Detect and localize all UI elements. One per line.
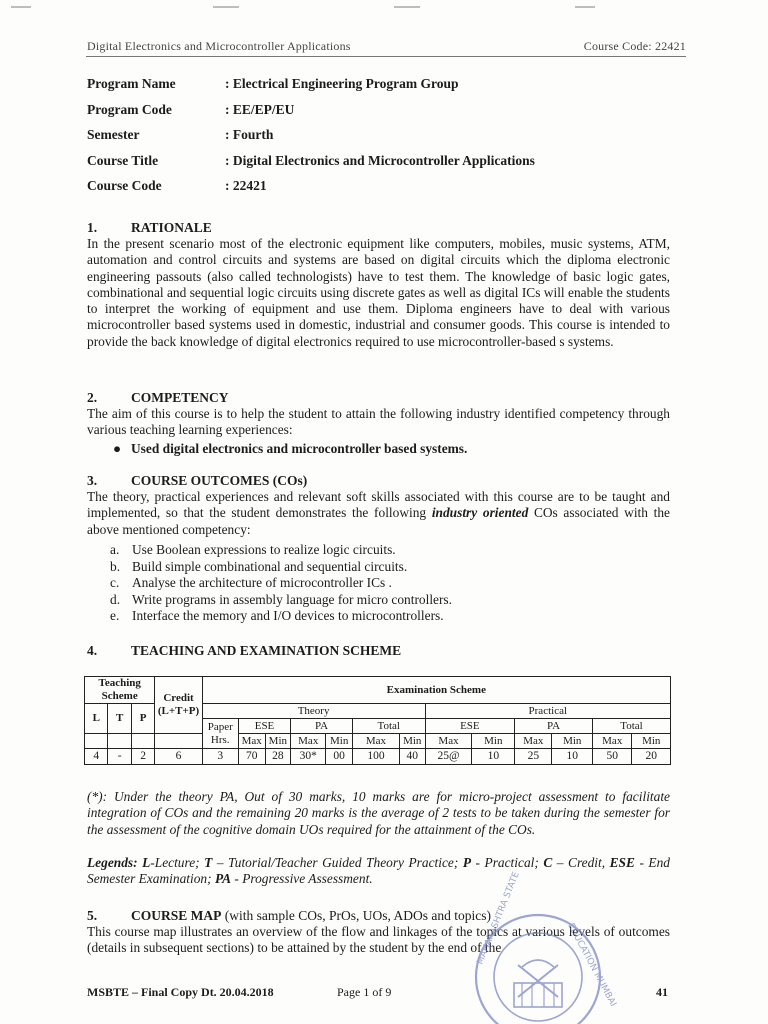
- rationale-paragraph: In the present scenario most of the electronic equipment like computers, mobiles, music systems, ATM, automation and control circuits and systems are based on digital circuits which the diploma electronic engineering passouts (also called technologists) have to test them. The knowledge of basic logic gates, combinational and sequential logic circuits using discrete gates as well as digital ICs will enable the students to interpret the working of equipment and use them. Diploma engineers have to deal with various microcontroller based systems used in domestic, industrial and consumer goods. This course is intended to provide the back knowledge of digital electronics required to use microcontroller-based s systems.: [87, 236, 670, 349]
- table-cell: 40: [399, 749, 425, 765]
- svg-text:MAHARASHTRA STATE: MAHARASHTRA STATE: [475, 870, 522, 967]
- list-item: c. Analyse the architecture of microcontroller ICs .: [110, 575, 392, 590]
- header-course-title: Digital Electronics and Microcontroller Applications: [87, 39, 351, 53]
- table-cell: 100: [353, 749, 400, 765]
- min-header: Min: [326, 734, 353, 749]
- max-header: Max: [593, 734, 632, 749]
- table-cell: 4: [85, 749, 108, 765]
- msbte-seal-icon: [466, 870, 618, 1024]
- scheme-table: [84, 676, 671, 765]
- scan-artifact: [575, 6, 595, 8]
- meta-row-program-name: Program Name : Electrical Engineering Program Group: [87, 76, 459, 91]
- running-header: [87, 39, 686, 54]
- paper-hrs-header: Paper Hrs.: [202, 719, 238, 749]
- competency-paragraph: The aim of this course is to help the student to attain the following industry identified competency through various teaching learning experiences:: [87, 406, 670, 438]
- list-item: b. Build simple combinational and sequential circuits.: [110, 558, 408, 574]
- scan-artifact: [213, 6, 239, 8]
- list-item: d. Write programs in assembly language for micro controllers.: [110, 591, 452, 607]
- table-cell: 25: [515, 749, 552, 765]
- table-cell: 10: [552, 749, 593, 765]
- scan-artifact: [11, 6, 31, 8]
- pa-note: (*): Under the theory PA, Out of 30 marks, 10 marks are for micro-project assessment to facilitate integration of COs and the remaining 20 marks is the average of 2 tests to be taken during the semester for the assessment of the cognitive domain UOs required for the attainment of the COs.: [87, 789, 670, 837]
- header-course-code: Course Code: 22421: [583, 39, 686, 53]
- legends: Legends: L-Lecture; T – Tutorial/Teacher Guided Theory Practice; P - Practical; C – Credit, ESE - End Semester Examination; PA - Progressive Assessment.: [87, 855, 670, 887]
- max-header: Max: [238, 734, 265, 749]
- credit-header: Credit (L+T+P): [155, 677, 202, 734]
- bullet-icon: ●: [113, 441, 122, 456]
- max-header: Max: [291, 734, 326, 749]
- list-item: a. Use Boolean expressions to realize logic circuits.: [110, 542, 396, 557]
- footer-page-number: Page 1 of 9: [337, 985, 392, 999]
- theory-pa-header: PA: [291, 719, 353, 734]
- meta-row-program-code: Program Code : EE/EP/EU: [87, 101, 295, 117]
- program-info: [87, 76, 687, 204]
- min-header: Min: [632, 734, 671, 749]
- table-cell: 20: [632, 749, 671, 765]
- table-cell: 28: [265, 749, 291, 765]
- theory-ese-header: ESE: [238, 719, 290, 734]
- table-cell: 30*: [291, 749, 326, 765]
- section-heading-course-map: 5. COURSE MAP (with sample COs, PrOs, UOs, ADOs and topics): [87, 908, 491, 923]
- exam-scheme-header: Examination Scheme: [202, 677, 670, 704]
- page-footer: [87, 985, 668, 1000]
- table-cell: 50: [593, 749, 632, 765]
- table-cell: -: [108, 749, 131, 765]
- table-cell: 70: [238, 749, 265, 765]
- table-cell: 3: [202, 749, 238, 765]
- svg-text:EDUCATION MUMBAI: EDUCATION MUMBAI: [565, 921, 618, 1009]
- theory-total-header: Total: [353, 719, 426, 734]
- table-cell: 00: [326, 749, 353, 765]
- min-header: Min: [472, 734, 515, 749]
- min-header: Min: [399, 734, 425, 749]
- teaching-scheme-header: Teaching Scheme: [85, 677, 155, 704]
- min-header: Min: [265, 734, 291, 749]
- min-header: Min: [552, 734, 593, 749]
- practical-header: Practical: [425, 704, 670, 719]
- list-item: e. Interface the memory and I/O devices to microcontrollers.: [110, 608, 444, 623]
- header-rule: [86, 56, 686, 57]
- scan-artifact: [394, 6, 420, 8]
- footer-sheet-number: 41: [656, 985, 668, 999]
- meta-row-course-code: Course Code : 22421: [87, 178, 267, 193]
- footer-copy-date: MSBTE – Final Copy Dt. 20.04.2018: [87, 985, 274, 999]
- max-header: Max: [425, 734, 472, 749]
- lecture-header: L: [85, 704, 108, 734]
- course-outcomes-list: [110, 542, 452, 625]
- table-row: [85, 749, 671, 765]
- section-heading-rationale: 1. RATIONALE: [87, 220, 212, 235]
- theory-header: Theory: [202, 704, 425, 719]
- table-cell: 10: [472, 749, 515, 765]
- course-map-paragraph: This course map illustrates an overview of the flow and linkages of the topics at various levels of outcomes (details in subsequent sections) to be attained by the student by the end of the: [87, 924, 670, 956]
- max-header: Max: [515, 734, 552, 749]
- meta-row-semester: Semester : Fourth: [87, 127, 274, 142]
- table-cell: 2: [131, 749, 154, 765]
- section-heading-teaching-scheme: 4. TEACHING AND EXAMINATION SCHEME: [87, 643, 402, 658]
- table-cell: 6: [155, 749, 202, 765]
- max-header: Max: [353, 734, 400, 749]
- course-outcomes-paragraph: The theory, practical experiences and relevant soft skills associated with this course are to be taught and implemented, so that the student demonstrates the following industry oriented COs associated with the above mentioned competency:: [87, 489, 670, 537]
- emphasis-text: industry oriented: [431, 505, 529, 521]
- practical-total-header: Total: [593, 719, 671, 734]
- practical-ese-header: ESE: [425, 719, 515, 734]
- practical-pa-header: PA: [515, 719, 593, 734]
- table-cell: 25@: [425, 749, 472, 765]
- section-heading-course-outcomes: 3. COURSE OUTCOMES (COs): [87, 473, 308, 488]
- competency-bullet: ● Used digital electronics and microcontroller based systems.: [113, 441, 468, 456]
- practical-col-header: P: [131, 704, 154, 734]
- section-heading-competency: 2. COMPETENCY: [87, 390, 229, 405]
- meta-row-course-title: Course Title : Digital Electronics and Microcontroller Applications: [87, 152, 535, 168]
- tutorial-header: T: [108, 704, 131, 734]
